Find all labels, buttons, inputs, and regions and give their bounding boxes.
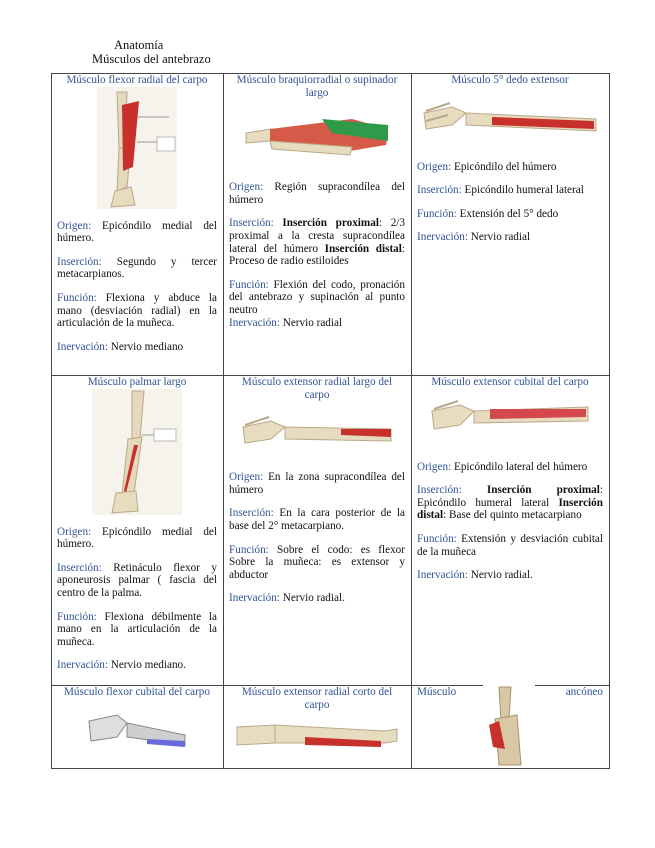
cell-title: Músculo braquiorradial o supinador largo bbox=[236, 74, 398, 99]
header-subject: Anatomía bbox=[114, 38, 164, 52]
insertion-text: Inserción: En la cara posterior de la base del 2° metacarpiano. bbox=[229, 507, 405, 532]
cell-title: Músculo flexor radial del carpo bbox=[66, 74, 208, 86]
cell-extensor-radial-brevis bbox=[224, 686, 412, 769]
innervation-text: Inervación: Nervio radial bbox=[229, 316, 343, 329]
cell-title: Músculo 5° dedo extensor bbox=[451, 74, 569, 86]
cell-flexor-ulnar bbox=[52, 686, 224, 769]
cell-extensor-5th bbox=[412, 74, 610, 376]
function-text: Función: Sobre el codo: es flexor Sobre la muñeca: es extensor y abductor bbox=[229, 543, 405, 581]
cell-title: Músculo extensor cubital del carpo bbox=[431, 376, 589, 388]
insertion-text: Inserción: Retináculo flexor y aponeurosis palmar ( fascia del centro de la palma. bbox=[57, 561, 217, 599]
cell-title-part-a: Músculo bbox=[417, 686, 457, 698]
cell-title-part-b: ancóneo bbox=[565, 686, 603, 698]
function-text: Función: Extensión del 5° dedo bbox=[417, 207, 559, 220]
cell-title: Músculo extensor radial largo del carpo bbox=[241, 376, 393, 401]
innervation-text: Inervación: Nervio mediano. bbox=[57, 659, 186, 672]
arm-illustration-anconeus bbox=[483, 685, 535, 767]
cell-title: Músculo flexor cubital del carpo bbox=[63, 686, 210, 698]
cell-palmaris-longus bbox=[52, 376, 224, 686]
cell-extensor-ulnar bbox=[412, 376, 610, 686]
cell-brachioradialis bbox=[224, 74, 412, 376]
innervation-text: Inervación: Nervio mediano bbox=[57, 340, 184, 353]
muscles-table bbox=[51, 73, 610, 769]
header-topic: Músculos del antebrazo bbox=[92, 52, 211, 66]
innervation-text: Inervación: Nervio radial. bbox=[417, 569, 533, 582]
innervation-text: Inervación: Nervio radial. bbox=[229, 592, 345, 605]
insertion-text: Inserción: Inserción proximal: Epicóndilo humeral lateral Inserción distal: Base del quinto metacarpiano bbox=[417, 484, 603, 522]
function-text: Función: Extensión y desviación cubital de la muñeca bbox=[417, 532, 603, 558]
arm-illustration-brachioradialis bbox=[242, 111, 392, 161]
arm-illustration-extensor-ulnar bbox=[430, 395, 590, 445]
cell-extensor-radial-longus bbox=[224, 376, 412, 686]
cell-title: Músculo palmar largo bbox=[87, 376, 187, 388]
cell-flexor-radial bbox=[52, 74, 224, 376]
cell-title: Músculo extensor radial corto del carpo bbox=[241, 686, 393, 711]
function-text: Función: Flexiona y abduce la mano (desviación radial) en la articulación de la muñeca. bbox=[57, 291, 217, 330]
arm-illustration-extensor-5th bbox=[422, 99, 598, 145]
insertion-text: Inserción: Segundo y tercer metacarpianos. bbox=[57, 255, 217, 281]
arm-illustration-flexor-ulnar bbox=[87, 711, 187, 751]
arm-illustration-flexor-radial bbox=[97, 87, 177, 209]
insertion-text: Inserción: Epicóndilo humeral lateral bbox=[417, 184, 584, 197]
origin-text: Origen: Epicóndilo del húmero bbox=[417, 160, 557, 173]
document-header bbox=[92, 38, 211, 66]
origin-text: Origen: Epicóndilo lateral del húmero bbox=[417, 460, 588, 473]
arm-illustration-palmaris-longus bbox=[92, 389, 182, 515]
origin-text: Origen: Epicóndilo medial del húmero. bbox=[57, 525, 217, 551]
arm-illustration-extensor-radial-longus bbox=[241, 411, 393, 457]
innervation-text: Inervación: Nervio radial bbox=[417, 231, 531, 244]
cell-anconeus bbox=[412, 686, 610, 769]
origin-text: Origen: Epicóndilo medial del húmero. bbox=[57, 219, 217, 245]
arm-illustration-extensor-radial-brevis bbox=[235, 715, 399, 755]
function-text: Función: Flexión del codo, pronación del antebrazo y supinación al punto neutro bbox=[229, 278, 405, 316]
insertion-text: Inserción: Inserción proximal: 2/3 proximal a la cresta supracondílea lateral del húmero Inserción distal: Proceso de radio estiloides bbox=[229, 217, 406, 268]
function-text: Función: Flexiona débilmente la mano en la articulación de la muñeca. bbox=[57, 610, 217, 648]
origin-text: Origen: Región supracondílea del húmero bbox=[229, 181, 405, 206]
origin-text: Origen: En la zona supracondílea del húmero bbox=[229, 471, 405, 496]
